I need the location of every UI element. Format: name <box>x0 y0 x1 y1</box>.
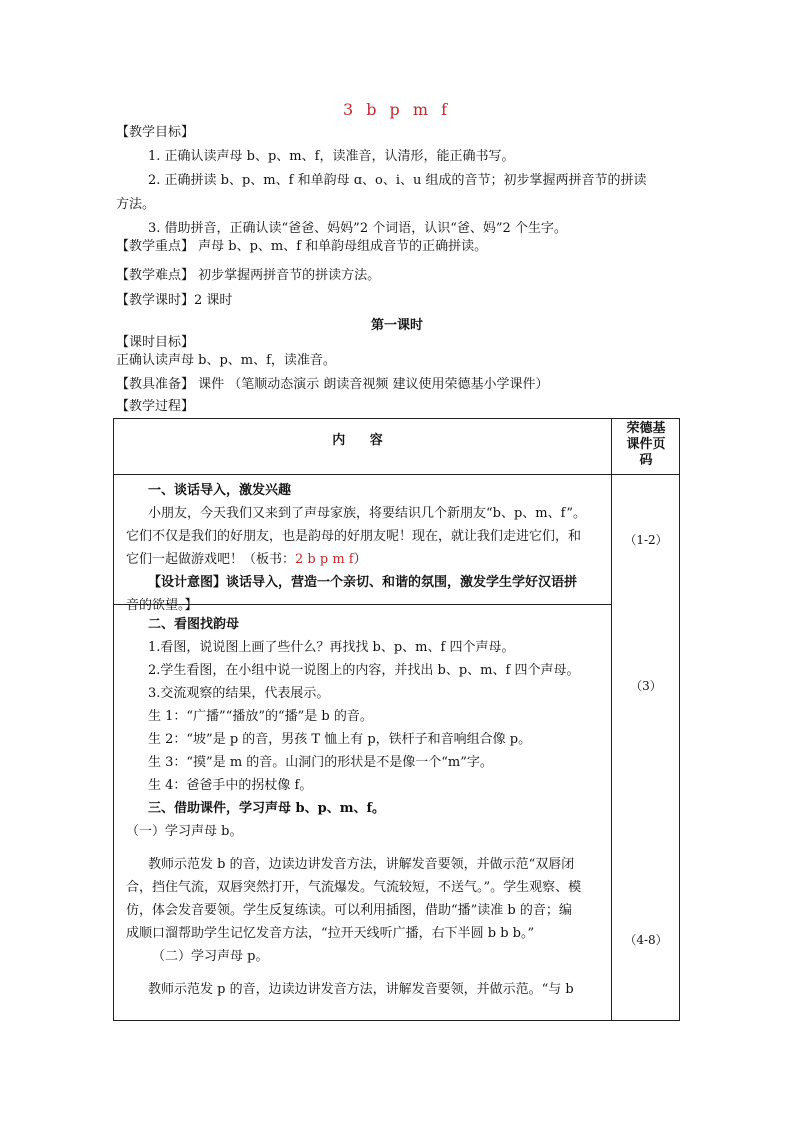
block-find-line-7: 生 4：爸爸手中的拐杖像 f。 <box>148 778 313 793</box>
class-hours: 【教学课时】2 课时 <box>116 293 233 308</box>
teaching-tools: 【教具准备】 课件 （笔顺动态演示 朗读音视频 建议使用荣德基小学课件） <box>116 377 549 392</box>
lesson-goal: 正确认读声母 b、p、m、f，读准音。 <box>116 353 336 368</box>
block-find-heading: 二、看图找韵母 <box>148 617 240 632</box>
block-find-line-3: 3.交流观察的结果，代表展示。 <box>148 686 330 701</box>
block-intro-line-1: 小朋友，今天我们又来到了声母家族，将要结识几个新朋友“b、p、m、f”。 <box>148 506 587 521</box>
block-intro <box>126 479 604 617</box>
goal-heading: 【教学目标】 <box>116 125 195 140</box>
page-code-3: （4-8） <box>624 933 668 947</box>
table-header-divider <box>114 474 679 475</box>
block-learn-line-5: 教师示范发 p 的音，边读边讲发音方法，讲解发音要领，并做示范。“与 b <box>148 982 574 997</box>
block-intro-line-3-post: ） <box>353 552 367 567</box>
table-column-divider <box>611 419 612 1020</box>
header-page-code <box>612 421 680 469</box>
header-page-line-1: 荣德基 <box>626 421 666 436</box>
goal-item-2: 2. 正确拼读 b、p、m、f 和单韵母 ɑ、o、i、u 组成的音节；初步掌握两拼音节的拼读 <box>148 173 647 188</box>
block-learn <box>126 797 604 1001</box>
block-find-line-5: 生 2：“坡”是 p 的音，男孩 T 恤上有 p，铁杆子和音响组合像 p。 <box>148 732 532 747</box>
block-find-line-1: 1.看图，说说图上画了些什么？再找找 b、p、m、f 四个声母。 <box>148 640 515 655</box>
lesson-goal-heading: 【课时目标】 <box>116 335 195 350</box>
design-intent-line-1: 【设计意图】谈话导入，营造一个亲切、和谐的氛围，激发学生学好汉语拼 <box>148 575 578 590</box>
block-learn-heading: 三、借助课件，学习声母 b、p、m、f。 <box>148 801 386 816</box>
block-learn-sub-1: （一）学习声母 b。 <box>126 824 243 839</box>
design-intent-line-2: 音的欲望。】 <box>126 598 198 613</box>
lesson-heading: 第一课时 <box>370 318 423 333</box>
block-learn-sub-2: （二）学习声母 p。 <box>152 949 269 964</box>
block-intro-line-2: 它们不仅是我们的好朋友，也是韵母的好朋友呢！现在，就让我们走进它们，和 <box>126 529 582 544</box>
page-title: 3 b p m f <box>342 100 452 119</box>
block-intro-line-3 <box>126 548 604 571</box>
board-writing: 2 b p m f <box>295 552 354 567</box>
block-learn-line-2: 合，挡住气流，双唇突然打开，气流爆发。气流较短，不送气。”。学生观察、模 <box>126 880 582 895</box>
process-table <box>113 418 680 1021</box>
block-find-line-4: 生 1：“广播”“播放”的“播”是 b 的音。 <box>148 709 373 724</box>
difficulty: 【教学难点】 初步掌握两拼音节的拼读方法。 <box>116 268 381 283</box>
block-learn-line-4: 成顺口溜帮助学生记忆发音方法，“拉开天线听广播，右下半圆 b b b。” <box>126 926 535 941</box>
block-find-line-6: 生 3：“摸”是 m 的音。山洞门的形状是不是像一个“m”字。 <box>148 755 493 770</box>
block-intro-line-3-pre: 它们一起做游戏吧！（板书： <box>126 552 296 567</box>
block-intro-heading: 一、谈话导入，激发兴趣 <box>148 483 292 498</box>
goal-item-1: 1. 正确认读声母 b、p、m、f，读准音，认清形，能正确书写。 <box>148 149 515 164</box>
goal-item-3: 3. 借助拼音，正确认读“爸爸、妈妈”2 个词语，认识“爸、妈”2 个生字。 <box>148 221 567 236</box>
block-learn-line-1: 教师示范发 b 的音，边读边讲发音方法，讲解发音要领，并做示范“双唇闭 <box>148 857 575 872</box>
header-page-line-3: 码 <box>639 453 653 468</box>
key-point: 【教学重点】 声母 b、p、m、f 和单韵母组成音节的正确拼读。 <box>116 239 488 254</box>
page-code-1: （1-2） <box>624 533 668 547</box>
block-find-line-2: 2.学生看图，在小组中说一说图上的内容，并找出 b、p、m、f 四个声母。 <box>148 663 580 678</box>
block-learn-line-3: 仿，体会发音要领。学生反复练读。可以利用插图，借助“播”读准 b 的音；编 <box>126 903 572 918</box>
block-find <box>126 613 604 797</box>
header-page-line-2: 课件页 <box>626 437 666 452</box>
goal-item-2-cont: 方法。 <box>116 197 156 212</box>
page-code-2: （3） <box>630 679 662 693</box>
header-content: 内 容 <box>332 433 393 448</box>
teaching-process-heading: 【教学过程】 <box>116 399 195 414</box>
